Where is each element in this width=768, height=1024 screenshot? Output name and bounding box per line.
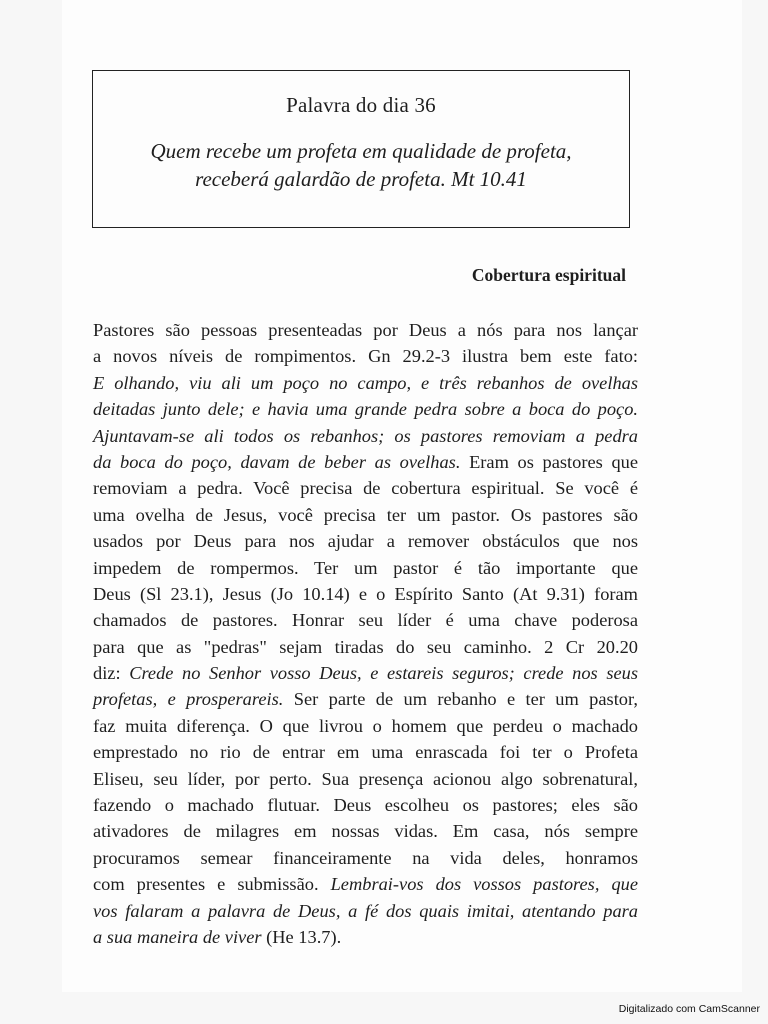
scripture-quote: da boca do poço, davam de beber as ovelhas. <box>93 451 461 472</box>
scanner-watermark: Digitalizado com CamScanner <box>618 1003 760 1015</box>
scripture-quote: Lembrai-vos dos vossos pastores, que <box>330 874 639 895</box>
body-line <box>93 317 638 343</box>
body-line <box>93 871 638 897</box>
scripture-quote: E olhando, viu ali um poço no campo, e três rebanhos de ovelhas <box>93 372 638 393</box>
body-line <box>93 818 638 844</box>
body-text: removiam a pedra. Você precisa de cobertura espiritual. Se você é <box>93 478 638 499</box>
body-line <box>93 766 638 792</box>
body-line <box>93 898 638 924</box>
body-text: usados por Deus para nos ajudar a remover obstáculos que nos <box>93 531 638 552</box>
body-line <box>93 343 638 369</box>
body-text: faz muita diferença. O que livrou o homem que perdeu o machado <box>93 715 638 736</box>
body-line <box>93 581 638 607</box>
body-line <box>93 686 638 712</box>
verse-line: Quem recebe um profeta em qualidade de profeta, <box>150 139 572 163</box>
body-line <box>93 634 638 660</box>
box-title: Palavra do dia 36 <box>286 93 436 117</box>
body-text: diz: <box>93 663 130 684</box>
body-text: a novos níveis de rompimentos. Gn 29.2-3 ilustra bem este fato: <box>93 346 638 367</box>
section-title: Cobertura espiritual <box>471 265 626 285</box>
body-line <box>93 924 638 950</box>
body-line <box>93 555 638 581</box>
body-line <box>93 396 638 422</box>
body-paragraph <box>93 317 638 950</box>
scripture-quote: vos falaram a palavra de Deus, a fé dos quais imitai, atentando para <box>93 900 638 921</box>
body-text: fazendo o machado flutuar. Deus escolheu os pastores; eles são <box>93 795 638 816</box>
body-text: para que as "pedras" sejam tiradas do seu caminho. 2 Cr 20.20 <box>93 636 638 657</box>
body-text: ativadores de milagres em nossas vidas. Em casa, nós sempre <box>93 821 638 842</box>
box-verse <box>103 137 619 193</box>
body-text: emprestado no rio de entrar em uma enrascada foi ter o Profeta <box>93 742 638 763</box>
scripture-quote: deitadas junto dele; e havia uma grande pedra sobre a boca do poço. <box>93 399 638 420</box>
scripture-quote: Ajuntavam-se ali todos os rebanhos; os pastores removiam a pedra <box>93 425 638 446</box>
body-text: Deus (Sl 23.1), Jesus (Jo 10.14) e o Espírito Santo (At 9.31) foram <box>93 583 638 604</box>
body-line <box>93 792 638 818</box>
body-line <box>93 449 638 475</box>
scripture-quote: profetas, e prosperareis. <box>93 689 284 710</box>
scripture-quote: Crede no Senhor vosso Deus, e estareis seguros; crede nos seus <box>129 663 638 684</box>
body-text: Eram os pastores que <box>460 451 638 472</box>
body-line <box>93 739 638 765</box>
verse-of-the-day-box <box>92 70 630 228</box>
body-text: com presentes e submissão. <box>93 874 331 895</box>
body-line <box>93 475 638 501</box>
body-line <box>93 370 638 396</box>
body-line <box>93 660 638 686</box>
body-text: impedem de rompermos. Ter um pastor é tão importante que <box>93 557 638 578</box>
body-line <box>93 528 638 554</box>
body-line <box>93 607 638 633</box>
body-text: Pastores são pessoas presenteadas por Deus a nós para nos lançar <box>93 320 638 340</box>
body-text: uma ovelha de Jesus, você precisa ter um pastor. Os pastores são <box>93 504 638 525</box>
body-line <box>93 845 638 871</box>
body-line <box>93 423 638 449</box>
body-text: procuramos semear financeiramente na vida deles, honramos <box>93 847 638 868</box>
body-text: Eliseu, seu líder, por perto. Sua presença acionou algo sobrenatural, <box>93 768 638 789</box>
body-text: Ser parte de um rebanho e ter um pastor, <box>283 689 638 710</box>
body-text: chamados de pastores. Honrar seu líder é uma chave poderosa <box>93 610 638 631</box>
scripture-quote: a sua maneira de viver <box>93 926 262 947</box>
body-line <box>93 713 638 739</box>
body-text: (He 13.7). <box>261 926 342 947</box>
verse-line: receberá galardão de profeta. Mt 10.41 <box>195 167 527 191</box>
body-line <box>93 502 638 528</box>
